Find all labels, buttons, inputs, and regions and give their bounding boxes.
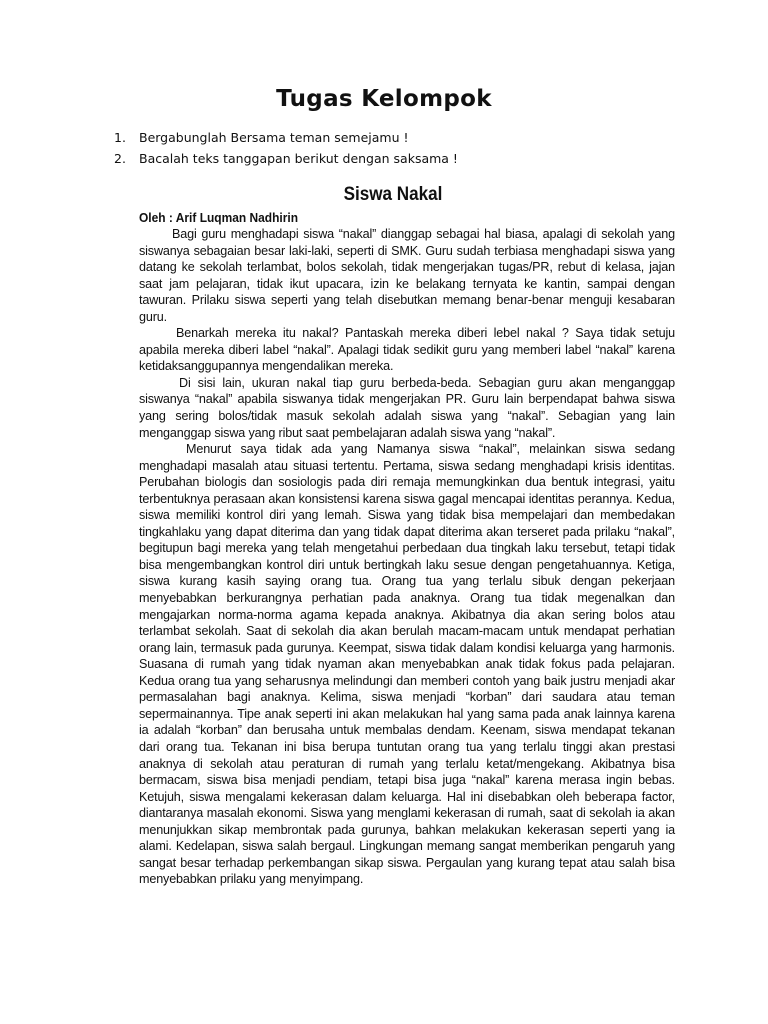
page-title: Tugas Kelompok xyxy=(276,86,492,112)
paragraph: Bagi guru menghadapi siswa “nakal” dianggap sebagai hal biasa, apalagi di sekolah yang siswanya sebagaian besar laki-laki, seperti di SMK. Guru sudah terbiasa menghadapi siswa yang datang ke sekolah terlambat, bolos sekolah, tidak mengerjakan tugas/PR, rebut di kelasa, jajan saat jam pelajaran, tidak ikut upacara, izin ke belakang ternyata ke kantin, sampai dengan tawuran. Prilaku siswa seperti yang telah disebutkan memang benar-benar menguji kesabaran guru. xyxy=(139,227,675,324)
instruction-number: 2. xyxy=(114,151,126,166)
instruction-text: Bacalah teks tanggapan berikut dengan saksama ! xyxy=(139,151,458,166)
paragraph: Menurut saya tidak ada yang Namanya siswa “nakal”, melainkan siswa sedang menghadapi masalah atau situasi tertentu. Pertama, siswa sedang menghadapi krisis identitas. Perubahan biologis dan sosiologis pada diri remaja memungkinkan dua bentuk integrasi, yaitu terbentuknya perasaan akan konsistensi karena siswa gagal mencapai identitas perannya. Kedua, siswa memiliki kontrol diri yang lemah. Siswa yang tidak bisa mempelajari dan membedakan tingkahlaku yang dapat diterima dan yang tidak dapat diterima akan terseret pada prilaku “nakal”, begitupun bagi mereka yang telah mengetahui perbedaan dua tingkah laku tersebut, tetapi tidak bisa mengembangkan kontrol diri untuk bertingkah laku sesue dengan pengetahuannya. Ketiga, siswa kurang kasih saying orang tua. Orang tua yang terlalu sibuk dengan pekerjaan menyebabkan berkurangnya perhatian pada anaknya. Orang tua tidak megenalkan dan mengajarkan norma-norma agama kepada anaknya. Akibatnya dia akan sering bolos atau terlambat sekolah. Saat di sekolah dia akan berulah macam-macam untuk mendapat perhatian orang lain, termasuk pada gurunya. Keempat, siswa tidak dalam kondisi keluarga yang harmonis. Suasana di rumah yang tidak nyaman akan menyebabkan anak tidak fokus pada pelajaran. Kedua orang tua yang seharusnya melindungi dan memberi contoh yang baik justru menjadi akar permasalahan bagi anaknya. Kelima, siswa menjadi “korban” dari saudara atau teman sepermainannya. Tipe anak seperti ini akan melakukan hal yang sama pada anak lainnya karena ia adalah “korban” dan berusaha untuk membalas dendam. Keenam, siswa mendapat tekanan dari orang tua. Tekanan ini bisa berupa tuntutan orang tua yang terlalu tinggi akan prestasi anaknya di sekolah atau peraturan di rumah yang terlalu ketat/mengekang. Akibatnya bisa bermacam, siswa bisa menjadi pendiam, tetapi bisa juga “nakal” karena merasa ingin bebas. Ketujuh, siswa mengalami kekerasan dalam keluarga. Hal ini disebabkan oleh beberapa factor, diantaranya masalah ekonomi. Siswa yang menglami kekerasan di rumah, saat di sekolah ia akan menunjukkan sikap membrontak pada gurunya, bahkan melakukan kekerasan seperti yang ia alami. Kedelapan, siswa salah bergaul. Lingkungan memang sangat memberikan pengaruh yang sangat besar terhadap perkembangan sikap siswa. Pergaulan yang kurang tepat atau salah bisa menyebabkan prilaku yang menyimpang. xyxy=(139,442,675,887)
instruction-number: 1. xyxy=(114,130,126,145)
instruction-text: Bergabunglah Bersama teman semejamu ! xyxy=(139,130,409,145)
instruction-item xyxy=(114,127,458,148)
author-line: Oleh : Arif Luqman Nadhirin xyxy=(139,210,299,225)
article-body xyxy=(139,226,675,888)
paragraph: Di sisi lain, ukuran nakal tiap guru berbeda-beda. Sebagian guru akan menganggap siswanya “nakal” apabila siswanya tidak mengerjakan PR. Guru lain berpendapat bahwa siswa yang sering bolos/tidak masuk sekolah adalah siswa yang “nakal”. Sebagian yang lain menganggap siswa yang ribut saat pembelajaran adalah siswa yang “nakal”. xyxy=(139,375,675,440)
paragraph: Benarkah mereka itu nakal? Pantaskah mereka diberi lebel nakal ? Saya tidak setuju apabila mereka diberi label “nakal”. Apalagi tidak sedikit guru yang memberi label “nakal” karena ketidaksanggupannya mengendalikan mereka. xyxy=(139,326,675,374)
instruction-item xyxy=(114,148,458,169)
article-title: Siswa Nakal xyxy=(343,184,443,205)
instruction-list xyxy=(114,127,458,169)
